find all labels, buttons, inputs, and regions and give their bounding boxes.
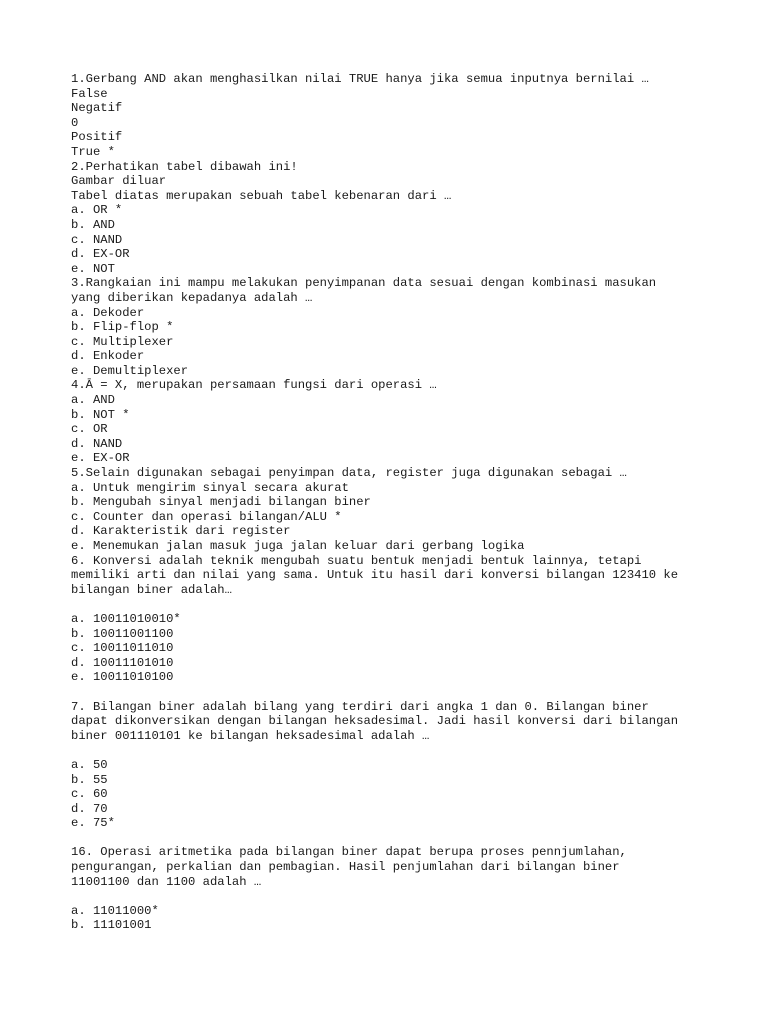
text-line: memiliki arti dan nilai yang sama. Untuk itu hasil dari konversi bilangan 123410 ke [71, 568, 679, 583]
text-line: e. 75* [71, 816, 115, 831]
text-line: b. 10011001100 [71, 626, 174, 641]
text-line: a. AND [71, 393, 115, 408]
blank-line [71, 685, 731, 700]
text-line: 11001100 dan 1100 adalah … [71, 874, 262, 889]
text-line: c. NAND [71, 232, 123, 247]
text-line: e. NOT [71, 261, 115, 276]
text-line: 7. Bilangan biner adalah bilang yang terdiri dari angka 1 dan 0. Bilangan biner [71, 699, 649, 714]
text-line: 2.Perhatikan tabel dibawah ini! [71, 159, 298, 174]
text-line: d. EX-OR [71, 247, 130, 262]
text-line: biner 001110101 ke bilangan heksadesimal adalah … [71, 728, 430, 743]
text-line: e. 10011010100 [71, 670, 174, 685]
blank-line [71, 889, 731, 904]
text-line: b. Flip-flop * [71, 320, 174, 335]
text-line: d. Enkoder [71, 349, 145, 364]
text-line: e. Demultiplexer [71, 363, 189, 378]
text-line: a. 10011010010* [71, 611, 181, 626]
text-line: a. 11011000* [71, 903, 159, 918]
text-line: a. Untuk mengirim sinyal secara akurat [71, 480, 349, 495]
text-line: c. OR [71, 422, 108, 437]
text-line: Tabel diatas merupakan sebuah tabel kebenaran dari … [71, 188, 452, 203]
text-line: d. NAND [71, 436, 123, 451]
text-line: True * [71, 144, 115, 159]
text-line: Positif [71, 130, 123, 145]
text-line: d. Karakteristik dari register [71, 524, 291, 539]
text-line: 5.Selain digunakan sebagai penyimpan data, register juga digunakan sebagai … [71, 466, 627, 481]
text-line: c. 10011011010 [71, 641, 174, 656]
text-line: 3.Rangkaian ini mampu melakukan penyimpanan data sesuai dengan kombinasi masukan [71, 276, 657, 291]
text-line: e. Menemukan jalan masuk juga jalan keluar dari gerbang logika [71, 539, 525, 553]
text-line: b. AND [71, 217, 115, 232]
blank-line [71, 743, 731, 758]
text-line: e. EX-OR [71, 451, 130, 466]
text-line: b. 11101001 [71, 918, 152, 933]
text-line: 0 [71, 115, 79, 130]
text-line: bilangan biner adalah… [71, 582, 232, 597]
text-line: c. 60 [71, 787, 108, 802]
text-line: d. 10011101010 [71, 655, 174, 670]
text-line: 6. Konversi adalah teknik mengubah suatu bentuk menjadi bentuk lainnya, tetapi [71, 553, 642, 568]
blank-line [71, 597, 731, 612]
text-line: 16. Operasi aritmetika pada bilangan biner dapat berupa proses pennjumlahan, [71, 845, 627, 860]
text-line: b. 55 [71, 772, 108, 787]
text-line: d. 70 [71, 801, 108, 816]
text-line: yang diberikan kepadanya adalah … [71, 290, 313, 305]
text-line: 4.Ā = X, merupakan persamaan fungsi dari operasi … [71, 378, 437, 393]
text-line: a. OR * [71, 203, 123, 218]
text-line: 1.Gerbang AND akan menghasilkan nilai TRUE hanya jika semua inputnya bernilai … [71, 72, 649, 86]
document-page [71, 72, 731, 933]
text-line: Gambar diluar [71, 174, 167, 189]
text-line: dapat dikonversikan dengan bilangan heksadesimal. Jadi hasil konversi dari bilangan [71, 714, 679, 729]
text-line: False [71, 86, 108, 101]
text-line: b. Mengubah sinyal menjadi bilangan biner [71, 495, 371, 510]
text-line: c. Counter dan operasi bilangan/ALU * [71, 509, 342, 524]
text-line: a. 50 [71, 757, 108, 772]
text-line: Negatif [71, 101, 123, 116]
text-line: c. Multiplexer [71, 334, 174, 349]
text-line: a. Dekoder [71, 305, 145, 320]
text-line: b. NOT * [71, 407, 130, 422]
blank-line [71, 831, 731, 846]
text-line: pengurangan, perkalian dan pembagian. Hasil penjumlahan dari bilangan biner [71, 860, 620, 875]
